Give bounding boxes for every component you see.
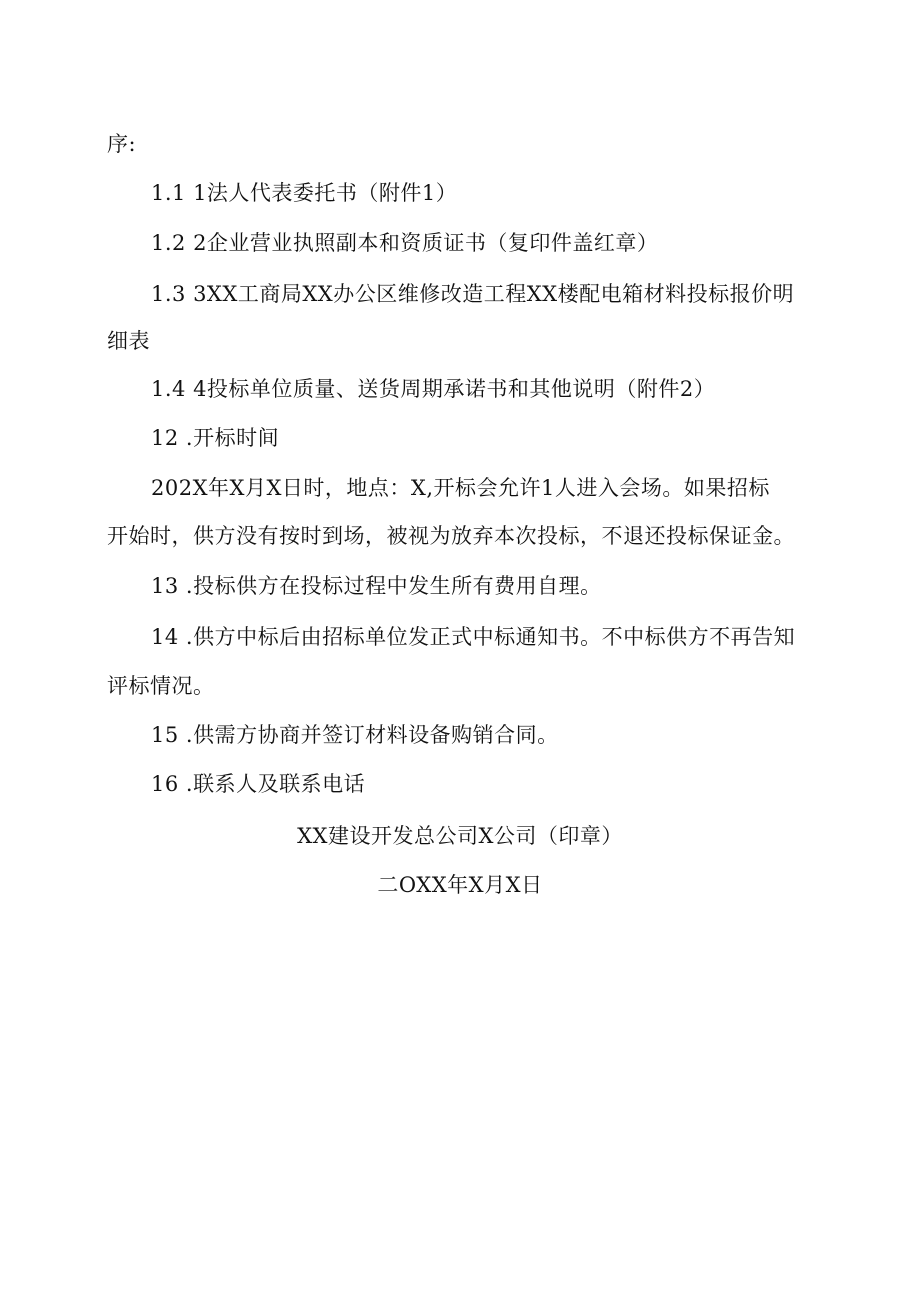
section-16: 16 .联系人及联系电话 xyxy=(151,772,366,796)
signature-date: 二OXX年X月X日 xyxy=(377,873,543,897)
section-12-text: 202X年X月X日时，地点：X,开标会允许1人进入会场。如果招标 xyxy=(151,476,770,500)
list-item-1-4: 1.4 4投标单位质量、送货周期承诺书和其他说明（附件2） xyxy=(151,377,716,401)
list-item-1-1: 1.1 1法人代表委托书（附件1） xyxy=(151,181,458,205)
list-item-1-3: 1.3 3XX工商局XX办公区维修改造工程XX楼配电箱材料投标报价明 xyxy=(151,282,795,306)
list-item-1-3-continued: 细表 xyxy=(107,329,150,353)
text-line: 序: xyxy=(107,132,137,156)
section-12-heading: 12 .开标时间 xyxy=(151,426,280,450)
section-13: 13 .投标供方在投标过程中发生所有费用自理。 xyxy=(151,574,602,598)
list-item-1-2: 1.2 2企业营业执照副本和资质证书（复印件盖红章） xyxy=(151,231,659,255)
signature-company: XX建设开发总公司X公司（印章） xyxy=(297,824,623,848)
section-12-text-continued: 开始时，供方没有按时到场，被视为放弃本次投标，不退还投标保证金。 xyxy=(107,524,795,548)
section-14-continued: 评标情况。 xyxy=(107,674,215,698)
section-15: 15 .供需方协商并签订材料设备购销合同。 xyxy=(151,723,559,747)
section-14: 14 .供方中标后由招标单位发正式中标通知书。不中标供方不再告知 xyxy=(151,625,796,649)
